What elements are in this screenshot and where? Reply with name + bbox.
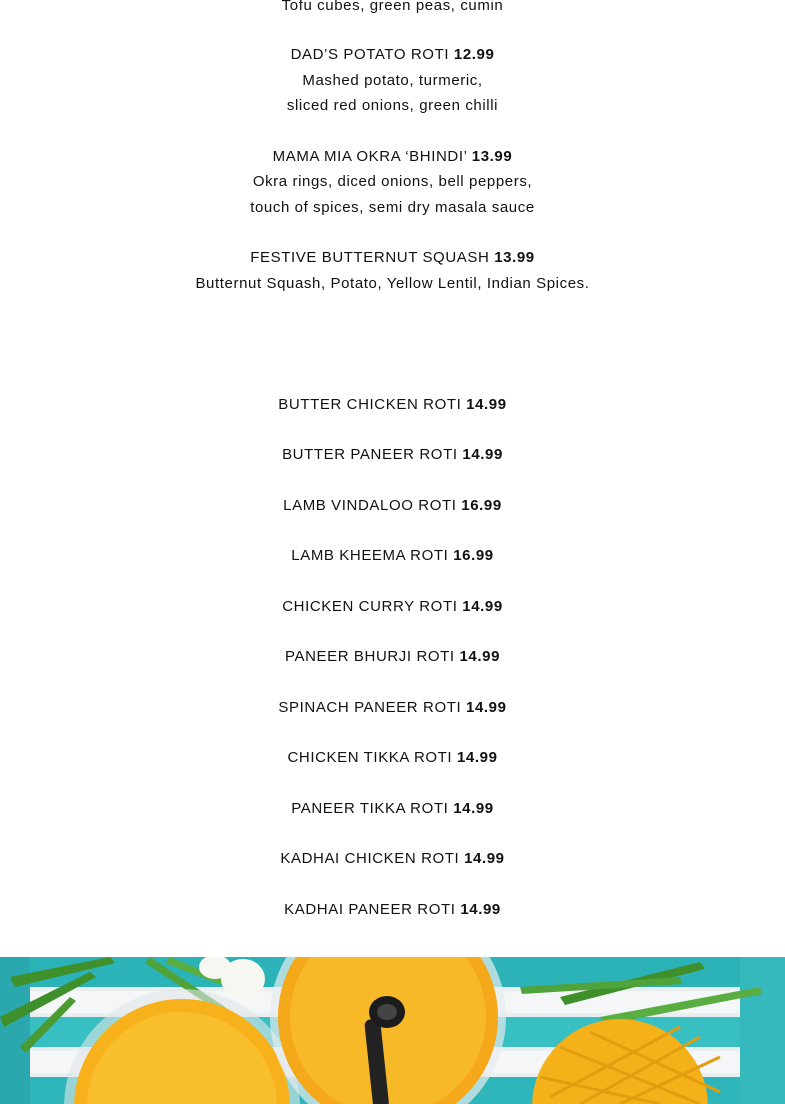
menu-item-name: CHICKEN TIKKA ROTI: [287, 749, 453, 766]
menu-item-price: 14.99: [462, 446, 503, 463]
menu-item-name: KADHAI PANEER ROTI: [284, 901, 456, 918]
menu-item-price: 14.99: [456, 749, 498, 766]
menu-item-description: touch of spices, semi dry masala sauce: [250, 199, 535, 216]
menu-item-name: BUTTER PANEER ROTI: [282, 446, 458, 463]
menu-item-description: Tofu cubes, green peas, cumin: [281, 0, 504, 14]
menu-item-price: 14.99: [466, 396, 507, 413]
menu-item-name: PANEER BHURJI ROTI: [284, 648, 455, 665]
menu-item-title: [0, 850, 785, 868]
menu-item-title: [0, 800, 785, 818]
menu-item-title: [0, 446, 785, 464]
menu-item-description: Butternut Squash, Potato, Yellow Lentil, Indian Spices.: [195, 275, 590, 292]
menu-item-description: Okra rings, diced onions, bell peppers,: [252, 173, 533, 190]
menu-item-name: BUTTER CHICKEN ROTI: [278, 396, 462, 413]
menu-item-price: 13.99: [494, 249, 535, 266]
menu-item-name: LAMB VINDALOO ROTI: [283, 497, 457, 514]
menu-item-name: LAMB KHEEMA ROTI: [291, 547, 449, 564]
menu-item-description: sliced red onions, green chilli: [286, 97, 499, 114]
menu-item-name: CHICKEN CURRY ROTI: [282, 598, 458, 615]
menu-item-title: [0, 46, 785, 64]
menu-item-title: [0, 547, 785, 565]
menu-item-title: [0, 249, 785, 267]
menu-item-title: [0, 648, 785, 666]
menu-item-price: 14.99: [464, 850, 505, 867]
menu-item-price: 14.99: [466, 699, 507, 716]
mango-smoothie-photo: [0, 957, 785, 1104]
menu-item-title: [0, 749, 785, 767]
menu-item-price: 16.99: [461, 497, 502, 514]
menu-item-name: DAD’S POTATO ROTI: [290, 46, 450, 63]
mango-smoothie-illustration: [0, 957, 785, 1104]
menu-item-title: [0, 699, 785, 717]
menu-item-title: [0, 598, 785, 616]
menu-item-name: KADHAI CHICKEN ROTI: [280, 850, 460, 867]
menu-item-price: 14.99: [459, 648, 501, 665]
menu-item-name: SPINACH PANEER ROTI: [278, 699, 462, 716]
menu-item-name: FESTIVE BUTTERNUT SQUASH: [250, 249, 490, 266]
menu-item-price: 13.99: [471, 148, 513, 165]
menu-item-description: Mashed potato, turmeric,: [302, 72, 483, 89]
menu-item-title: [0, 396, 785, 414]
menu-item-name: MAMA MIA OKRA ‘BHINDI’: [272, 148, 467, 165]
menu-item-price: 14.99: [460, 901, 501, 918]
menu-item-price: 12.99: [453, 46, 495, 63]
menu-item-title: [0, 497, 785, 515]
menu-item-price: 14.99: [453, 800, 494, 817]
menu-item-title: [0, 148, 785, 166]
menu-item-price: 14.99: [462, 598, 503, 615]
menu-item-title: [0, 901, 785, 919]
menu-item-name: PANEER TIKKA ROTI: [291, 800, 449, 817]
menu-item-price: 16.99: [453, 547, 494, 564]
